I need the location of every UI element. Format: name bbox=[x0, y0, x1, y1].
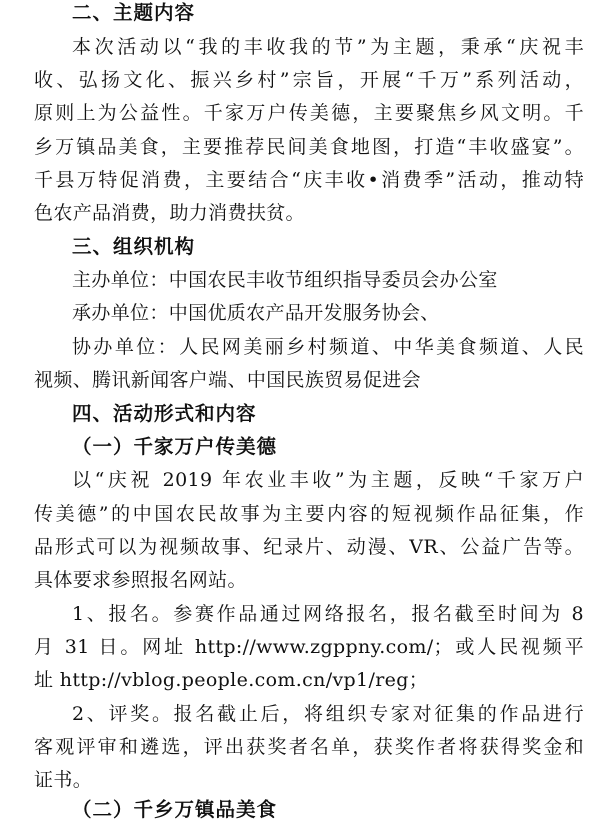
subsection-heading-virtues: （一）千家万户传美德 bbox=[72, 435, 278, 458]
section-heading-organization: 三、组织机构 bbox=[72, 235, 196, 258]
paragraph-line: 原则上为公益性。千家万户传美德，主要聚焦乡风文明。千 bbox=[34, 102, 584, 124]
paragraph-line: 具体要求参照报名网站。 bbox=[34, 569, 247, 591]
paragraph-line: 收、弘扬文化、振兴乡村”宗旨，开展“千万”系列活动， bbox=[34, 69, 584, 91]
paragraph-line: 本次活动以“我的丰收我的节”为主题，秉承“庆祝丰 bbox=[72, 36, 584, 58]
paragraph-line: 证书。 bbox=[34, 769, 93, 791]
paragraph-line: 以“庆祝 2019 年农业丰收”为主题，反映“千家万户 bbox=[72, 469, 584, 491]
paragraph-line: 月 31 日。网址 http://www.zgppny.com/；或人民视频平 bbox=[34, 636, 584, 658]
section-heading-activities: 四、活动形式和内容 bbox=[72, 402, 257, 425]
subsection-heading-food: （二）千乡万镇品美食 bbox=[72, 798, 278, 821]
paragraph-line: 1、报名。参赛作品通过网络报名，报名截至时间为 8 bbox=[72, 603, 584, 625]
paragraph-line: 主办单位：中国农民丰收节组织指导委员会办公室 bbox=[72, 269, 498, 291]
section-heading-theme: 二、主题内容 bbox=[72, 1, 196, 24]
paragraph-line: 址 http://vblog.people.com.cn/vp1/reg； bbox=[34, 669, 429, 691]
paragraph-line: 色农产品消费，助力消费扶贫。 bbox=[34, 202, 305, 224]
paragraph-line: 客观评审和遴选，评出获奖者名单，获奖作者将获得奖金和 bbox=[34, 736, 584, 758]
paragraph-line: 传美德”的中国农民故事为主要内容的短视频作品征集，作 bbox=[34, 503, 584, 525]
paragraph-line: 品形式可以为视频故事、纪录片、动漫、VR、公益广告等。 bbox=[34, 536, 584, 558]
paragraph-line: 千县万特促消费，主要结合“庆丰收•消费季”活动，推动特 bbox=[34, 169, 584, 191]
paragraph-line: 承办单位：中国优质农产品开发服务协会、 bbox=[72, 302, 440, 324]
paragraph-line: 乡万镇品美食，主要推荐民间美食地图，打造“丰收盛宴”。 bbox=[34, 136, 584, 158]
paragraph-line: 协办单位：人民网美丽乡村频道、中华美食频道、人民 bbox=[72, 336, 584, 358]
paragraph-line: 视频、腾讯新闻客户端、中国民族贸易促进会 bbox=[34, 369, 422, 391]
paragraph-line: 2、评奖。报名截止后，将组织专家对征集的作品进行 bbox=[72, 703, 584, 725]
